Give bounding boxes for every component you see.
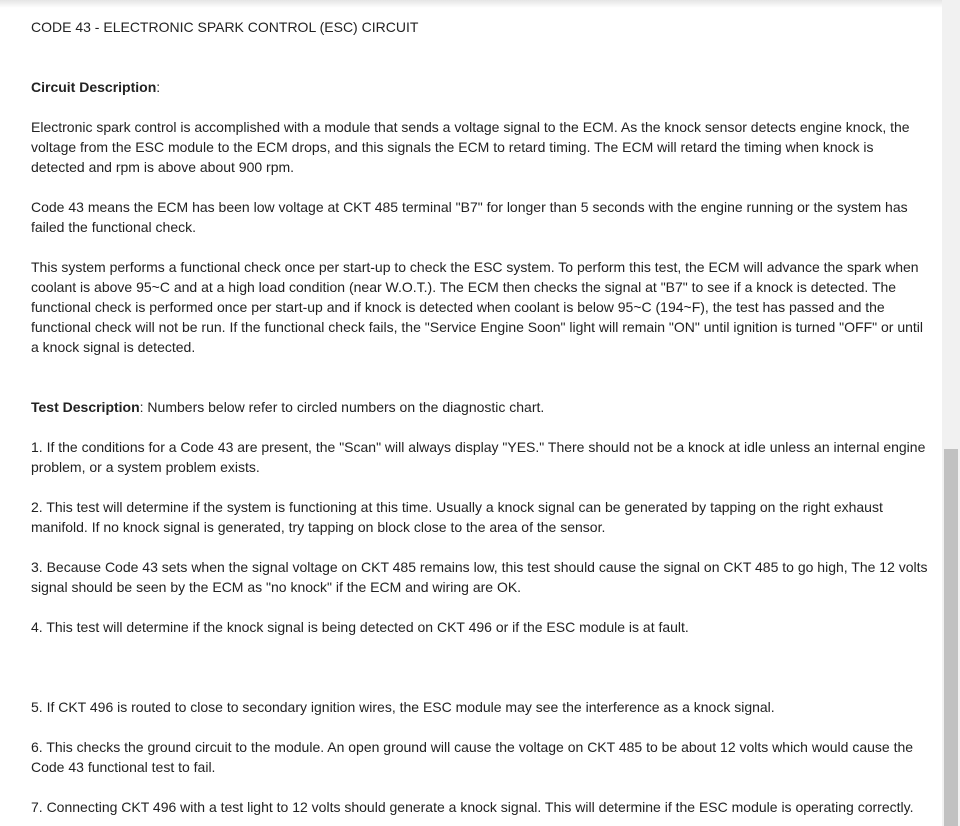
test-description-label: Test Description xyxy=(31,399,140,415)
test-item-4: 4. This test will determine if the knock signal is being detected on CKT 496 or if the ESC module is at fault. xyxy=(31,619,689,635)
circuit-description-colon: : xyxy=(156,79,161,95)
test-item-3: 3. Because Code 43 sets when the signal voltage on CKT 485 remains low, this test should cause the signal on CKT 485 to go high, The 12 volts signal should be seen by the ECM as "no knock" if the ECM and wiring are OK. xyxy=(31,559,928,595)
test-item-6: 6. This checks the ground circuit to the module. An open ground will cause the voltage on CKT 485 to be about 12 volts which would cause the Code 43 functional test to fail. xyxy=(31,739,914,775)
vertical-scrollbar-thumb[interactable] xyxy=(944,449,958,826)
test-description-text: : Numbers below refer to circled numbers on the diagnostic chart. xyxy=(139,399,545,415)
test-item-5: 5. If CKT 496 is routed to close to secondary ignition wires, the ESC module may see the interference as a knock signal. xyxy=(31,699,775,715)
document-content xyxy=(31,17,931,826)
test-description-heading xyxy=(31,397,931,417)
circuit-paragraph-2: Code 43 means the ECM has been low voltage at CKT 485 terminal "B7" for longer than 5 seconds with the engine running or the system has failed the functional check. xyxy=(31,199,908,235)
circuit-paragraph-3: This system performs a functional check once per start-up to check the ESC system. To perform this test, the ECM will advance the spark when coolant is above 95~C and at a high load condition (near W.O.T.). The ECM then checks the signal at "B7" to see if a knock is detected. The functional check is performed once per start-up and if knock is detected when coolant is below 95~C (194~F), the test has passed and the functional check will not be run. If the functional check fails, the "Service Engine Soon" light will remain "ON" until ignition is turned "OFF" or until a knock signal is detected. xyxy=(31,259,924,355)
test-item-7: 7. Connecting CKT 496 with a test light to 12 volts should generate a knock signal. This will determine if the ESC module is operating correctly. xyxy=(31,799,914,815)
top-shadow xyxy=(0,0,942,8)
test-item-1: 1. If the conditions for a Code 43 are present, the "Scan" will always display "YES." There should not be a knock at idle unless an internal engine problem, or a system problem exists. xyxy=(31,439,926,475)
circuit-description-heading xyxy=(31,77,931,97)
circuit-description-label: Circuit Description xyxy=(31,79,157,95)
test-item-2: 2. This test will determine if the system is functioning at this time. Usually a knock signal can be generated by tapping on the right exhaust manifold. If no knock signal is generated, try tapping on block close to the area of the sensor. xyxy=(31,499,883,535)
circuit-paragraph-1: Electronic spark control is accomplished with a module that sends a voltage signal to the ECM. As the knock sensor detects engine knock, the voltage from the ESC module to the ECM drops, and this signals the ECM to retard timing. The ECM will retard the timing when knock is detected and rpm is above about 900 rpm. xyxy=(31,119,910,175)
page-title: CODE 43 - ELECTRONIC SPARK CONTROL (ESC) CIRCUIT xyxy=(31,19,419,35)
